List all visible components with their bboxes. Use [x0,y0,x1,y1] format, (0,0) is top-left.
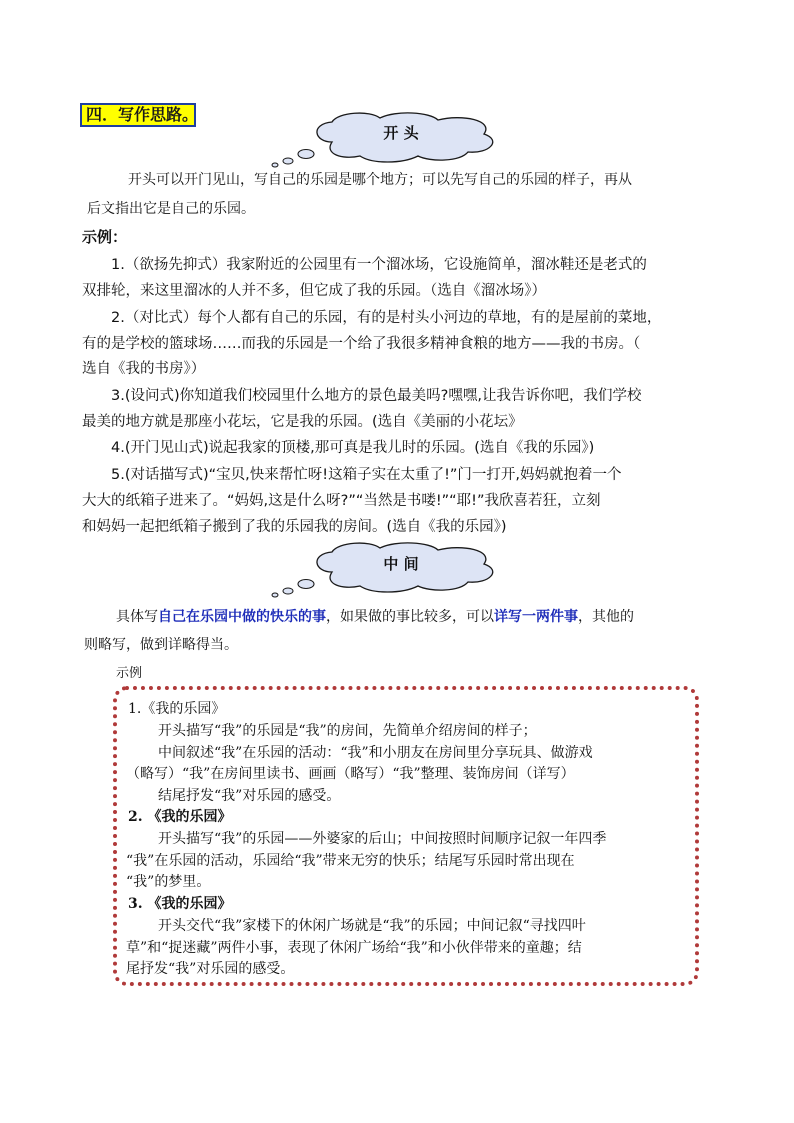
middle-example-label: 示例 [116,666,143,681]
box-line-5: 结尾抒发“我”对乐园的感受。 [158,788,341,804]
cloud-middle-label: 中 间 [383,555,419,573]
box-line-4: （略写）“我”在房间里读书、画画（略写）“我”整理、装饰房间（详写） [126,766,575,782]
box-line-11: 开头交代“我”家楼下的休闲广场就是“我”的乐园；中间记叙“寻找四叶 [158,918,586,934]
middle-intro-highlight-2: 详写一两件事 [494,609,578,625]
box-line-12: 草”和“捉迷藏”两件小事，表现了休闲广场给“我”和小伙伴带来的童趣；结 [126,940,582,956]
box-line-7: 开头描写“我”的乐园——外婆家的后山；中间按照时间顺序记叙一年四季 [158,831,607,847]
cloud-opening [262,110,520,168]
box-line-8: “我”在乐园的活动，乐园给“我”带来无穷的快乐；结尾写乐园时常出现在 [126,853,575,869]
box-line-10: 3. 《我的乐园》 [128,896,232,912]
middle-intro-line2: 则略写，做到详略得当。 [84,637,238,653]
middle-intro-text-3: ，其他的 [578,609,634,625]
box-line-2: 开头描写“我”的乐园是“我”的房间，先简单介绍房间的样子； [158,723,537,739]
example-5-line2: 大大的纸箱子进来了。“妈妈,这是什么呀?”“当然是书喽!”“耶!”我欣喜若狂，立刻 [82,493,601,509]
opening-intro-line2: 后文指出它是自己的乐园。 [87,201,255,217]
opening-intro-line1: 开头可以开门见山，写自己的乐园是哪个地方；可以先写自己的乐园的样子，再从 [128,172,632,188]
examples-label: 示例： [82,228,128,246]
cloud-middle [262,540,520,598]
middle-intro-highlight-1: 自己在乐园中做的快乐的事 [158,609,326,625]
section-title: 四．写作思路。 [80,103,196,127]
example-3-line1: 3.(设问式)你知道我们校园里什么地方的景色最美吗?嘿嘿,让我告诉你吧，我们学校 [111,388,642,404]
example-5-line3: 和妈妈一起把纸箱子搬到了我的乐园我的房间。(选自《我的乐园》) [82,519,507,535]
box-line-1: 1.《我的乐园》 [128,701,226,717]
box-line-9: “我”的梦里。 [126,874,211,890]
example-5-line1: 5.(对话描写式)“宝贝,快来帮忙呀!这箱子实在太重了!”门一打开,妈妈就抱着一个 [111,467,622,483]
example-3-line2: 最美的地方就是那座小花坛，它是我的乐园。(选自《美丽的小花坛》 [82,414,523,430]
example-1-line1: 1.（欲扬先抑式）我家附近的公园里有一个溜冰场，它设施简单，溜冰鞋还是老式的 [111,257,647,273]
example-2-line1: 2.（对比式）每个人都有自己的乐园，有的是村头小河边的草地，有的是屋前的菜地， [111,310,662,326]
box-line-13: 尾抒发“我”对乐园的感受。 [126,961,295,977]
middle-intro-text-2: ，如果做的事比较多，可以 [326,609,494,625]
example-2-line2: 有的是学校的篮球场……而我的乐园是一个给了我很多精神食粮的地方——我的书房。（ [82,336,641,352]
middle-intro-text-1: 具体写 [116,609,158,625]
example-1-line2: 双排轮，来这里溜冰的人并不多，但它成了我的乐园。（选自《溜冰场》） [82,283,546,299]
example-2-line3: 选自《我的书房》） [82,361,206,377]
middle-intro-line1 [116,606,634,626]
box-line-3: 中间叙述“我”在乐园的活动：“我”和小朋友在房间里分享玩具、做游戏 [158,745,593,761]
box-line-6: 2. 《我的乐园》 [128,809,232,825]
example-4-line1: 4.(开门见山式)说起我家的顶楼,那可真是我儿时的乐园。(选自《我的乐园》) [111,440,595,456]
cloud-opening-label: 开 头 [383,124,419,142]
